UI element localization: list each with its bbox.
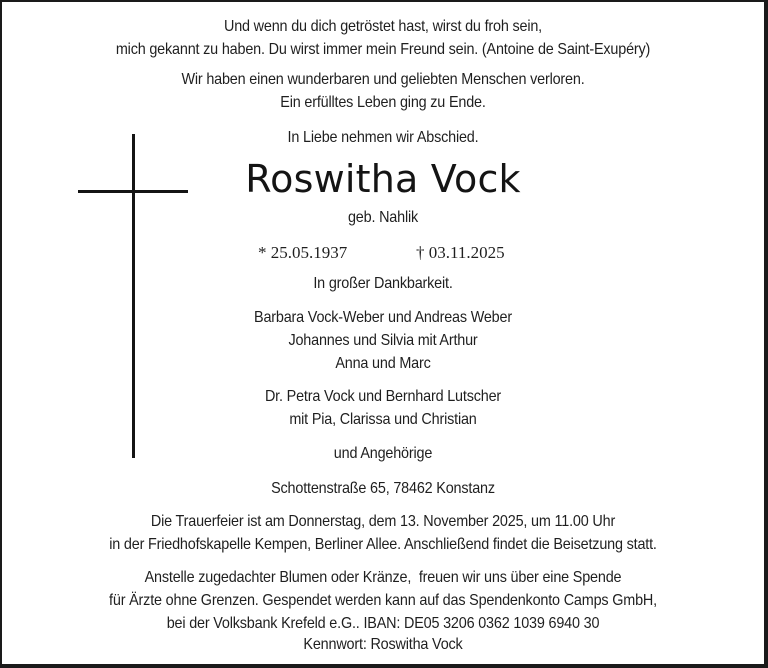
intro-line-2: Ein erfülltes Leben ging zu Ende. [280,94,486,111]
life-dates [2,243,764,263]
deceased-name: Roswitha Vock [245,157,521,201]
quote-line-2: mich gekannt zu haben. Du wirst immer mein Freund sein. (Antoine de Saint-Exupéry) [115,41,651,58]
death-date: † 03.11.2025 [416,243,505,262]
intro-line-1: Wir haben einen wunderbaren und geliebten Menschen verloren. [181,71,585,88]
mourner-line: Dr. Petra Vock und Bernhard Lutscher [264,388,502,405]
mourner-line: Johannes und Silvia mit Arthur [288,332,478,349]
donation-keyword: Kennwort: Roswitha Vock [303,636,463,653]
farewell-text: In Liebe nehmen wir Abschied. [287,129,479,146]
donation-line-2: für Ärzte ohne Grenzen. Gespendet werden kann auf das Spendenkonto Camps GmbH, [109,592,657,609]
relatives-text: und Angehörige [333,445,433,462]
mourner-line: mit Pia, Clarissa und Christian [289,411,477,428]
family-address: Schottenstraße 65, 78462 Konstanz [271,480,495,497]
ceremony-line-1: Die Trauerfeier ist am Donnerstag, dem 13. November 2025, um 11.00 Uhr [150,513,616,530]
gratitude-text: In großer Dankbarkeit. [313,275,453,292]
mourner-line: Anna und Marc [335,355,431,372]
maiden-name: geb. Nahlik [347,209,419,226]
obituary-notice [2,2,764,664]
birth-date: * 25.05.1937 [258,243,348,262]
quote-line-1: Und wenn du dich getröstet hast, wirst du froh sein, [223,18,543,35]
ceremony-line-2: in der Friedhofskapelle Kempen, Berliner Allee. Anschließend findet die Beisetzung statt. [109,536,657,553]
donation-line-3: bei der Volksbank Krefeld e.G.. IBAN: DE05 3206 0362 1039 6940 30 [166,615,600,632]
donation-line-1: Anstelle zugedachter Blumen oder Kränze, freuen wir uns über eine Spende [144,569,622,586]
mourner-line: Barbara Vock-Weber und Andreas Weber [254,309,512,326]
